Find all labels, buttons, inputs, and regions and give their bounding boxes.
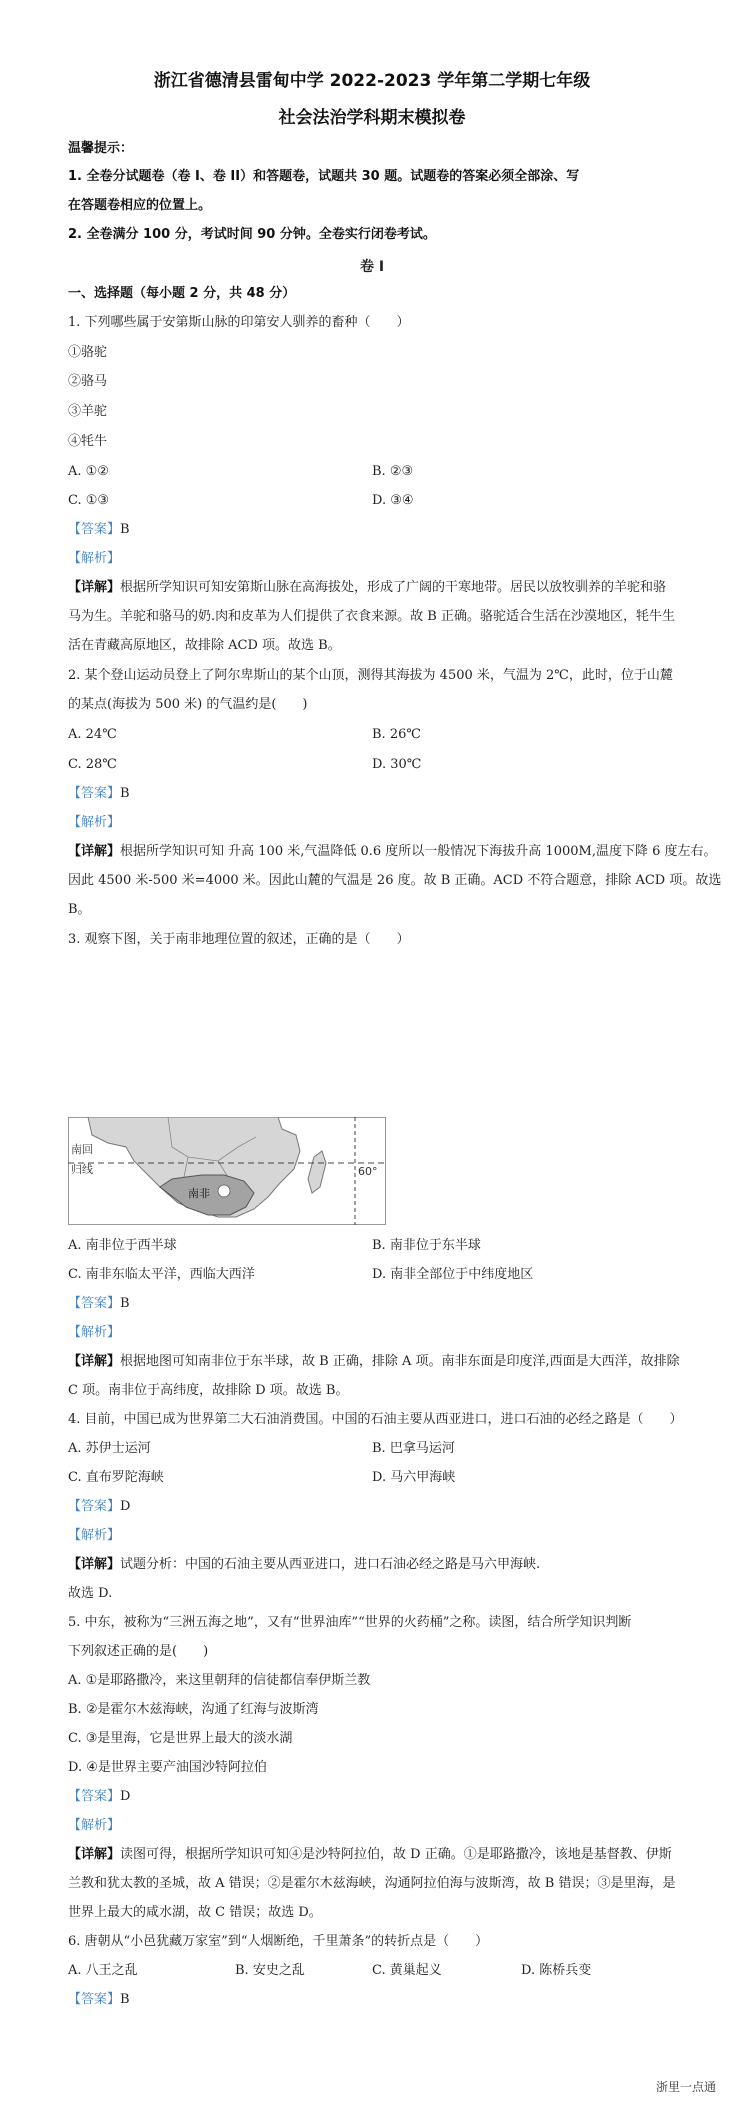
- q6-option-c: C. 黄巢起义: [372, 1963, 442, 1978]
- lesotho-shape: [218, 1185, 230, 1197]
- q1-item-3: ③羊驼: [68, 404, 108, 419]
- detail-label: 【详解】: [68, 1557, 121, 1572]
- q3-option-d: D. 南非全部位于中纬度地区: [372, 1267, 534, 1282]
- q1-item-2: ②骆马: [68, 374, 108, 389]
- title-line-2: 社会法治学科期末模拟卷: [278, 108, 466, 128]
- q1-answer-value: B: [120, 522, 130, 537]
- q2-detail-text-1: 根据所学知识可知 升高 100 米,气温降低 0.6 度所以一般情况下海拔升高 1000M,温度下降 6 度左右。: [120, 844, 717, 859]
- q2-detail-3: B。: [68, 902, 91, 917]
- q6-option-b: B. 安史之乱: [235, 1963, 305, 1978]
- q1-option-a: A. ①②: [68, 464, 109, 479]
- q3-answer-value: B: [120, 1296, 130, 1311]
- q2-option-c: C. 28℃: [68, 757, 117, 772]
- q3-option-a: A. 南非位于西半球: [68, 1238, 177, 1253]
- q6-option-d: D. 陈桥兵变: [521, 1963, 592, 1978]
- q5-detail-3: 世界上最大的咸水湖，故 C 错误；故选 D。: [68, 1905, 322, 1920]
- watermark-text: 浙里一点通: [655, 2080, 716, 2094]
- detail-label: 【详解】: [68, 580, 121, 595]
- q1-item-1: ①骆驼: [68, 345, 108, 360]
- south-africa-map: [68, 1117, 386, 1225]
- answer-label: 【答案】: [68, 786, 121, 801]
- q2-stem-2: 的某点(海拔为 500 米) 的气温约是( ): [68, 697, 308, 712]
- q6-answer: [68, 1991, 130, 2009]
- map-label-longitude: 60°: [358, 1165, 378, 1178]
- q2-answer: [68, 785, 130, 803]
- answer-label: 【答案】: [68, 1296, 121, 1311]
- notice-line-1: 1. 全卷分试题卷（卷 I、卷 II）和答题卷，试题共 30 题。试题卷的答案必须全部涂、写: [68, 169, 580, 184]
- answer-label: 【答案】: [68, 1992, 121, 2007]
- q5-answer-value: D: [120, 1789, 131, 1804]
- answer-label: 【答案】: [68, 1789, 121, 1804]
- part1-heading: 一、选择题（每小题 2 分，共 48 分）: [68, 286, 296, 301]
- q4-option-d: D. 马六甲海峡: [372, 1470, 456, 1485]
- detail-label: 【详解】: [68, 1847, 121, 1862]
- q4-analysis-label: 【解析】: [68, 1528, 121, 1543]
- notice-heading: 温馨提示：: [68, 141, 134, 156]
- q2-stem-1: 2. 某个登山运动员登上了阿尔卑斯山的某个山顶，测得其海拔为 4500 米，气温为 2℃，此时，位于山麓: [68, 668, 673, 683]
- map-label-tropic-1: 南回: [71, 1143, 93, 1156]
- q4-detail-1: [68, 1556, 540, 1574]
- q5-stem-2: 下列叙述正确的是( ): [68, 1644, 209, 1659]
- answer-label: 【答案】: [68, 522, 121, 537]
- q3-detail-2: C 项。南非位于高纬度，故排除 D 项。故选 B。: [68, 1383, 349, 1398]
- q5-detail-1: [68, 1846, 672, 1864]
- q1-detail-2: 马为生。羊驼和骆马的奶.肉和皮革为人们提供了衣食来源。故 B 正确。骆驼适合生活在沙漠地区，牦牛生: [68, 609, 675, 624]
- detail-label: 【详解】: [68, 1354, 121, 1369]
- q1-stem: 1. 下列哪些属于安第斯山脉的印第安人驯养的畜种（ ）: [68, 315, 410, 330]
- q4-answer: [68, 1498, 130, 1516]
- notice-line-3: 2. 全卷满分 100 分，考试时间 90 分钟。全卷实行闭卷考试。: [68, 227, 436, 242]
- answer-label: 【答案】: [68, 1499, 121, 1514]
- q1-answer: [68, 521, 130, 539]
- q6-stem: 6. 唐朝从“小邑犹藏万家室”到“人烟断绝，千里萧条”的转折点是（ ）: [68, 1934, 489, 1949]
- q4-answer-value: D: [120, 1499, 131, 1514]
- q1-detail-3: 活在青藏高原地区，故排除 ACD 项。故选 B。: [68, 638, 341, 653]
- q2-option-b: B. 26℃: [372, 727, 421, 742]
- q4-detail-text-1: 试题分析：中国的石油主要从西亚进口，进口石油必经之路是马六甲海峡.: [120, 1557, 541, 1572]
- q1-option-d: D. ③④: [372, 493, 414, 508]
- q2-detail-2: 因此 4500 米-500 米=4000 米。因此山麓的气温是 26 度。故 B 正确。ACD 不符合题意，排除 ACD 项。故选: [68, 873, 722, 888]
- q5-option-c: C. ③是里海，它是世界上最大的淡水湖: [68, 1731, 293, 1746]
- q4-option-a: A. 苏伊士运河: [68, 1441, 151, 1456]
- volume-heading: 卷 I: [359, 259, 385, 275]
- q5-option-b: B. ②是霍尔木兹海峡，沟通了红海与波斯湾: [68, 1702, 319, 1717]
- q1-item-4: ④牦牛: [68, 434, 108, 449]
- q5-option-d: D. ④是世界主要产油国沙特阿拉伯: [68, 1760, 267, 1775]
- q2-detail-1: [68, 843, 717, 861]
- q2-option-a: A. 24℃: [68, 727, 117, 742]
- q3-detail-1: [68, 1353, 680, 1371]
- q6-answer-value: B: [120, 1992, 130, 2007]
- q3-answer: [68, 1295, 130, 1313]
- q5-detail-2: 兰教和犹太教的圣城，故 A 错误；②是霍尔木兹海峡，沟通阿拉伯海与波斯湾，故 B 错误；③是里海，是: [68, 1876, 676, 1891]
- q5-option-a: A. ①是耶路撒冷，来这里朝拜的信徒都信奉伊斯兰教: [68, 1673, 371, 1688]
- title-line-1: 浙江省德清县雷甸中学 2022-2023 学年第二学期七年级: [153, 71, 591, 91]
- q6-option-a: A. 八王之乱: [68, 1963, 138, 1978]
- q4-option-b: B. 巴拿马运河: [372, 1441, 455, 1456]
- q3-stem: 3. 观察下图，关于南非地理位置的叙述，正确的是（ ）: [68, 932, 410, 947]
- q1-detail-text-1: 根据所学知识可知安第斯山脉在高海拔处，形成了广阔的干寒地带。居民以放牧驯养的羊驼和骆: [120, 580, 667, 595]
- q4-stem: 4. 目前，中国已成为世界第二大石油消费国。中国的石油主要从西亚进口，进口石油的必经之路是（ ）: [68, 1412, 683, 1427]
- map-label-country: 南非: [188, 1187, 210, 1200]
- detail-label: 【详解】: [68, 844, 121, 859]
- q2-answer-value: B: [120, 786, 130, 801]
- q5-detail-text-1: 读图可得，根据所学知识可知④是沙特阿拉伯，故 D 正确。①是耶路撒冷，该地是基督教、伊斯: [120, 1847, 672, 1862]
- q3-option-c: C. 南非东临太平洋，西临大西洋: [68, 1267, 255, 1282]
- q5-answer: [68, 1788, 130, 1806]
- q3-option-b: B. 南非位于东半球: [372, 1238, 481, 1253]
- q1-detail-1: [68, 579, 666, 597]
- q3-analysis-label: 【解析】: [68, 1325, 121, 1340]
- q5-analysis-label: 【解析】: [68, 1818, 121, 1833]
- map-label-tropic-2: 归线: [71, 1163, 93, 1176]
- q2-analysis-label: 【解析】: [68, 815, 121, 830]
- q1-option-b: B. ②③: [372, 464, 414, 479]
- q2-option-d: D. 30℃: [372, 757, 422, 772]
- q4-option-c: C. 直布罗陀海峡: [68, 1470, 164, 1485]
- q1-analysis-label: 【解析】: [68, 551, 121, 566]
- q1-option-c: C. ①③: [68, 493, 110, 508]
- notice-line-2: 在答题卷相应的位置上。: [68, 198, 212, 213]
- q3-detail-text-1: 根据地图可知南非位于东半球，故 B 正确，排除 A 项。南非东面是印度洋,西面是大西洋，故排除: [120, 1354, 680, 1369]
- q4-detail-2: 故选 D.: [68, 1586, 113, 1601]
- q5-stem-1: 5. 中东，被称为“三洲五海之地”，又有“世界油库”“世界的火药桶”之称。读图，结合所学知识判断: [68, 1615, 632, 1630]
